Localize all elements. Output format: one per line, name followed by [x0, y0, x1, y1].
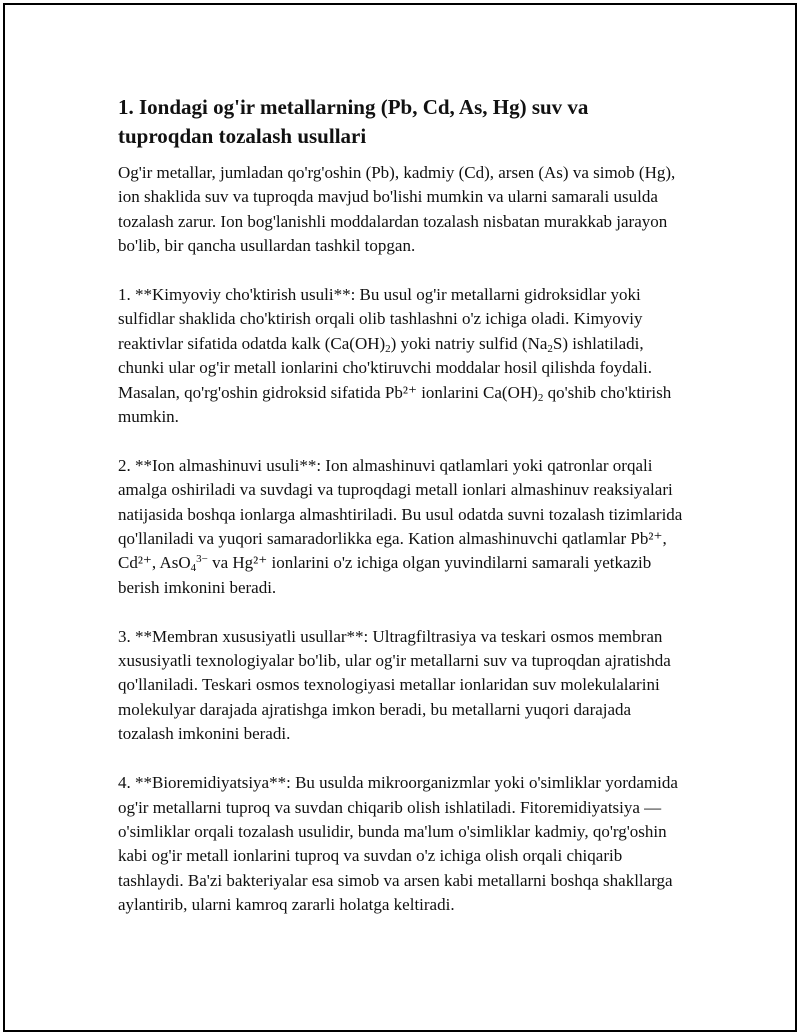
section1-text-a: 1. **Kimyoviy cho'ktirish usuli**: Bu usul og'ir metallarni gidroksidlar yoki sulfidlar shaklida cho'ktirish orqali olib tashlashni o'z ichiga oladi. Kimyoviy reaktivlar sifatida odatda kalk (Ca(OH)	[118, 285, 643, 353]
subscript: 2	[547, 342, 553, 355]
subscript: 4	[190, 562, 197, 575]
section-membrane-methods: 3. **Membran xususiyatli usullar**: Ultragfiltrasiya va teskari osmos membran xususiyatli texnologiyalar bo'lib, ular og'ir metallarni suv va tuproqdan ajratishda qo'llaniladi. Teskari osmos texnologiyasi metallar ionlaridan suv molekulalarini molekulyar darajada ajratishga imkon beradi, bu metallarni yuqori darajada tozalash imkonini beradi.	[118, 626, 671, 744]
section1-text-d: qo'shib cho'ktirish mumkin.	[118, 382, 672, 427]
superscript: 3−	[196, 553, 208, 566]
section2-text-a: 2. **Ion almashinuvi usuli**: Ion almashinuvi qatlamlari yoki qatronlar orqali amalga oshiriladi va suvdagi va tuproqdagi metall ionlari almashinuv reaksiyalari natijasida boshqa ionlarga almashtiriladi. Bu usul odatda suvni tozalash tizimlarida qo'llaniladi va yuqori samaradorlikka ega. Kation almashinuvchi qatlamlar Pb²⁺, Cd²⁺, AsO	[118, 455, 683, 573]
section-chemical-precipitation	[118, 283, 688, 429]
section-bioremediation: 4. **Bioremidiyatsiya**: Bu usulda mikroorganizmlar yoki o'simliklar yordamida og'ir metallarni tuproq va suvdan chiqarib olish ishlatiladi. Fitoremidiyatsiya — o'simliklar orqali tozalash usulidir, bunda ma'lum o'simliklar kadmiy, qo'rg'oshin kabi og'ir metall ionlarini tuproq va suvdan o'z ichiga olish orqali chiqarib tashlaydi. Ba'zi bakteriyalar esa simob va arsen kabi metallarni boshqa shakllarga aylantirib, ularni kamroq zararli holatga keltiradi.	[118, 773, 678, 915]
document-body	[118, 93, 688, 942]
document-title: 1. Iondagi og'ir metallarning (Pb, Cd, As, Hg) suv va tuproqdan tozalash usullari	[118, 95, 589, 148]
section2-text-b: va Hg²⁺ ionlarini o'z ichiga olgan yuvindilarni samarali yetkazib berish imkonini beradi.	[118, 553, 652, 597]
section1-text-b: ) yoki natriy sulfid (Na	[390, 333, 548, 353]
subscript: 2	[385, 342, 391, 355]
subscript: 2	[537, 391, 544, 404]
section1-text-c: S) ishlatiladi, chunki ular og'ir metall ionlarini cho'ktiruvchi moddalar hosil qilishda foydali. Masalan, qo'rg'oshin gidroksid sifatida Pb²⁺ ionlarini Ca(OH)	[118, 333, 652, 402]
intro-paragraph: Og'ir metallar, jumladan qo'rg'oshin (Pb), kadmiy (Cd), arsen (As) va simob (Hg), ion shaklida suv va tuproqda mavjud bo'lishi mumkin va ularni samarali usulda tozalash zarur. Ion bog'lanishli moddalardan tozalash nisbatan murakkab jarayon bo'lib, bir qancha usullardan tashkil topgan.	[118, 163, 676, 256]
section-ion-exchange	[118, 454, 688, 600]
